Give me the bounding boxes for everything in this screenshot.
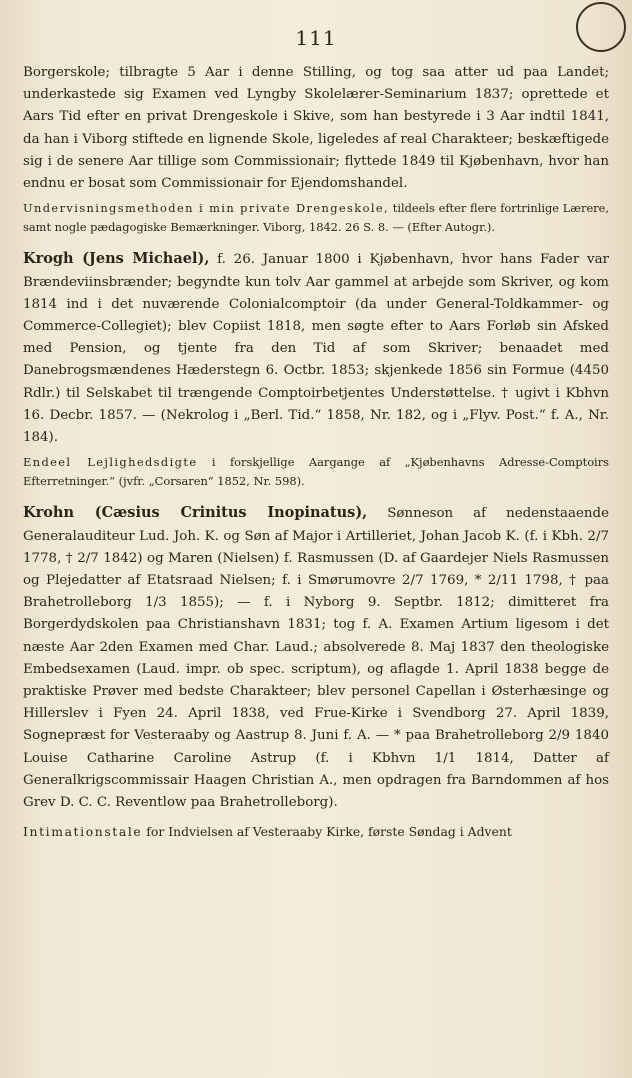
work-details: for Indvielsen af Vesteraaby Kirke, første Søndag i Advent <box>142 824 512 840</box>
entry-body: Borgerskole; tilbragte 5 Aar i denne Stilling, og tog saa atter ud paa Landet; underkastede sig Examen ved Lyngby Skolelærer-Seminarium 1837; oprettede et Aars Tid efter en privat Drengeskole i Skive, som han bestyrede i 3 Aar indtil 1841, da han i Viborg stiftede en lignende Skole, ligeledes af real Charakteer; beskæftigede sig i de senere Aar tillige som Commissionair; flyttede 1849 til Kjøbenhavn, hvor han endnu er bosat som Commissionair for Ejendomshandel. <box>23 65 609 192</box>
entry-continued <box>23 62 609 236</box>
entry-text: Sønneson af nedenstaaende Generalauditeur Lud. Joh. K. og Søn af Major i Artilleriet, Johan Jacob K. (f. i Kbh. 2/7 1778, † 2/7 1842) og Maren (Nielsen) f. Rasmussen (D. af Gaardejer Niels Rasmussen og Plejedatter af Etatsraad Nielsen; f. i Smørumovre 2/7 1769, * 2/11 1798, † paa Brahetrolleborg 1/3 1855); — f. i Nyborg 9. Septbr. 1812; dimitteret fra Borgerdydskolen paa Christianshavn 1831; tog f. A. Examen Artium ligesom i det næste Aar 2den Examen med Char. Laud.; absolverede 8. Maj 1837 den theologiske Embedsexamen (Laud. impr. ob spec. scriptum), og aflagde 1. April 1838 begge de praktiske Prøver med bedste Charakteer; blev personel Capellan i Østerhæsinge og Hillerslev i Fyen 24. April 1838, ved Frue-Kirke i Svendborg 27. April 1839, Sognepræst for Vesteraaby og Aastrup 8. Juni f. A. — * paa Brahetrolleborg 2/9 1840 Louise Catharine Caroline Astrup (f. i Kbhvn 1/1 1814, Datter af Generalkrigscommissair Haagen Christian A., men opdragen fra Barndommen af hos Grev D. C. C. Reventlow paa Brahetrolleborg). <box>23 506 609 811</box>
entry-krohn <box>23 502 609 842</box>
entry-krogh <box>23 248 609 490</box>
entry-name: Krohn (Cæsius Crinitus Inopinatus), <box>23 504 368 522</box>
work-title: Intimationstale <box>23 824 143 840</box>
entry-text: f. 26. Januar 1800 i Kjøbenhavn, hvor hans Fader var Brændeviinsbrænder; begyndte kun tolv Aar gammel at arbejde som Skriver, og kom 1814 ind i det nuværende Colonialcomptoir (da under General-Toldkammer- og Commerce-Collegiet); blev Copiist 1818, men søgte efter to Aars Forløb sin Afsked med Pension, og tjente fra den Tid af som Skriver; benaadet med Danebrogsmændenes Hæderstegn 6. Octbr. 1853; skjenkede 1856 sin Formue (4450 Rdlr.) til Selskabet til trængende Comptoirbetjentes Understøttelse. † ugivt i Kbhvn 16. Decbr. 1857. — (Nekrolog i „Berl. Tid.“ 1858, Nr. 182, og i „Flyv. Post.“ f. A., Nr. 184). <box>23 252 609 446</box>
entry-body <box>23 248 609 449</box>
entry-bibliography <box>23 453 609 490</box>
work-title: Endeel Lejlighedsdigte <box>23 455 198 470</box>
page-content <box>23 62 609 842</box>
work-details: i forskjellige Aargange af „Kjøbenhavns Adresse-Comptoirs Efterretninger.“ (jvfr. „Corsaren“ 1852, Nr. 598). <box>23 455 609 488</box>
entry-body <box>23 502 609 814</box>
entry-bibliography <box>23 199 609 236</box>
entry-name: Krogh (Jens Michael), <box>23 250 210 268</box>
page-number: 111 <box>295 26 337 50</box>
work-details: tildeels efter flere fortrinlige Lærere, samt nogle pædagogiske Bemærkninger. Viborg, 1842. 26 S. 8. — (Efter Autogr.). <box>23 201 609 234</box>
entry-bibliography <box>23 822 609 842</box>
work-title: Undervisningsmethoden i min private Drengeskole, <box>23 201 390 216</box>
